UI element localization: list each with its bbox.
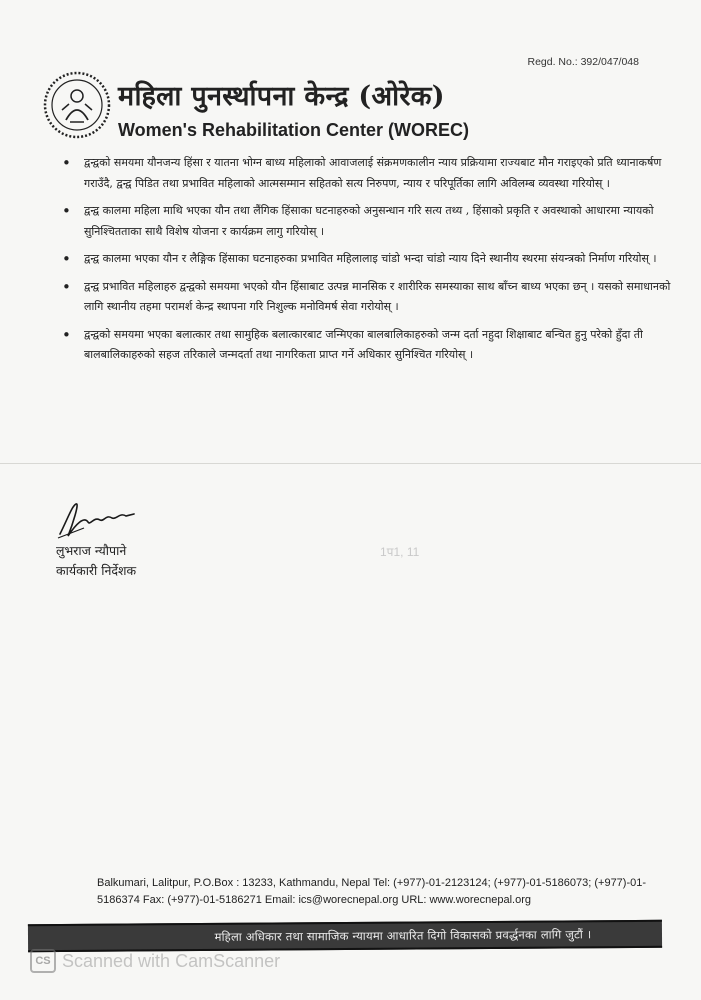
demands-list (60, 153, 672, 373)
demand-item: • द्वन्द्वको समयमा यौनजन्य हिंसा र यातना भोग्न बाध्य महिलाको आवाजलाई संक्रमणकालीन न्याय प्रक्रियामा राज्यबाट मौन गराइएको प्रति ध्यानाकर्षण गराउँदै, द्वन्द्व पिडित तथा प्रभावित महिलाको आत्मसम्मान सहितको सत्य निरुपण, न्याय र परिपूर्तिका लागि अविलम्ब व्यवस्था गरियोस् । (60, 153, 672, 194)
signatory-name: लुभराज न्यौपाने (56, 543, 127, 558)
camscanner-logo-icon: CS (30, 949, 56, 973)
demand-item: • द्वन्द्वको समयमा भएका बलात्कार तथा सामुहिक बलात्कारबाट जन्मिएका बालबालिकाहरुको जन्म दर्ता नहुदा शिक्षाबाट बन्चित हुनु परेको हुँदा ती बालबालिकाहरुको सहज तरिकाले जन्मदर्ता तथा नागरिकता प्राप्त गर्ने अधिकार सुनिश्चित गरियोस् । (60, 325, 672, 366)
watermark-text: Scanned with CamScanner (62, 950, 281, 971)
faint-background-stamp: 1प1, 11 (380, 545, 420, 559)
demand-item: • द्वन्द्व कालमा महिला माथि भएका यौन तथा लैंगिक हिंसाका घटनाहरुको अनुसन्धान गरि सत्य तथ्य , हिंसाको प्रकृति र अवस्थाको आधारमा न्यायको सुनिश्चितताका साथै विशेष योजना र कार्यक्रम लागु गरियोस् । (60, 201, 672, 242)
signature-image (54, 498, 144, 540)
demand-item: • द्वन्द्व कालमा भएका यौन र लैङ्गिक हिंसाका घटनाहरुका प्रभावित महिलालाइ चांडो भन्दा चांडो न्याय दिने स्थानीय स्थरमा संयन्त्रको निर्माण गरियोस् । (60, 249, 672, 270)
slogan-text: महिला अधिकार तथा सामाजिक न्यायमा आधारित दिगो विकासको प्रवर्द्धनका लागि जुटौं । (214, 927, 592, 944)
footer-address: Balkumari, Lalitpur, P.O.Box : 13233, Kathmandu, Nepal Tel: (+977)-01-2123124; (+977)-01-5186073; (+977)-01-5186374 Fax: (+977)-01-5186271 Email: ics@worecnepal.org URL: www.worecnepal.org (97, 877, 647, 906)
worec-seal-icon (42, 70, 112, 140)
organization-name-english: Women's Rehabilitation Center (WOREC) (118, 120, 469, 140)
demand-item: • द्वन्द्व प्रभावित महिलाहरु द्वन्द्वको समयमा भएको यौन हिंसाबाट उत्पन्न मानसिक र शारीरिक समस्याका साथ बाँच्न बाध्य भएका छन् । यसको समाधानको लागि स्थानीय तहमा परामर्श केन्द्र स्थापना गरि निशुल्क मनोविमर्ष सेवा गरोयोस् । (60, 277, 672, 318)
registration-number: Regd. No.: 392/047/048 (527, 56, 639, 68)
organization-name-nepali: महिला पुनर्स्थापना केन्द्र (ओरेक) (118, 81, 445, 112)
paper-fold-line (0, 463, 701, 464)
signatory-title: कार्यकारी निर्देशक (56, 563, 137, 578)
camscanner-watermark (30, 948, 280, 974)
